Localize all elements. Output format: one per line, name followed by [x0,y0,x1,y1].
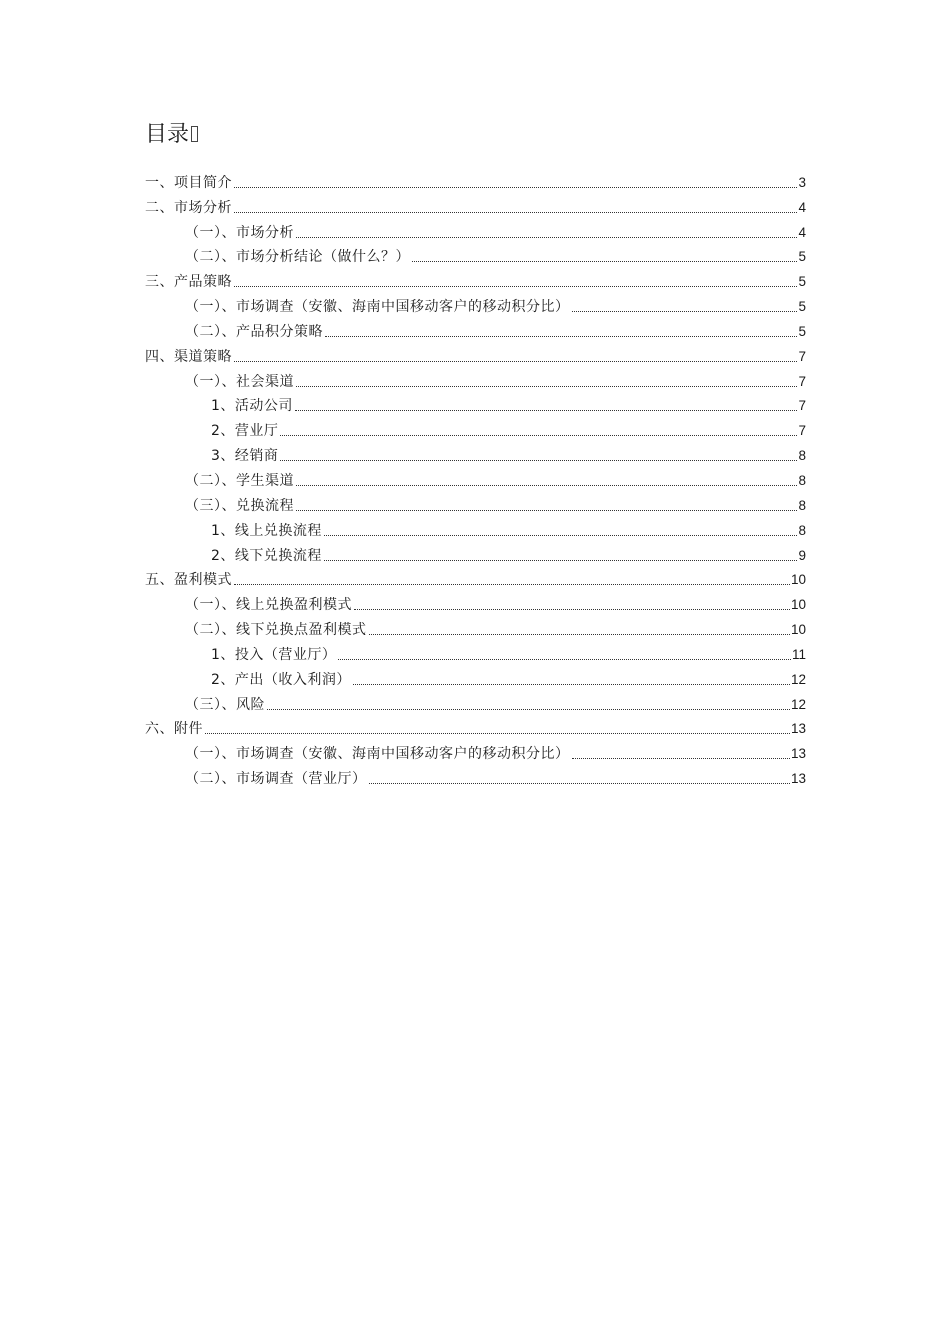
toc-entry-page-number: 7 [798,423,806,439]
toc-entry-label: （三）、兑换流程 [185,497,294,514]
toc-dot-leader [234,360,797,362]
toc-entry-page-number: 10 [790,622,806,638]
toc-dot-leader [234,583,790,585]
toc-dot-leader [369,633,790,635]
toc-title-text: 目录 [145,122,190,147]
toc-entry-label: 3、经销商 [211,448,279,465]
toc-entry[interactable] [145,639,806,664]
toc-dot-leader [234,285,797,287]
toc-entry-page-number: 5 [798,274,806,290]
toc-entry-label: （一）、线上兑换盈利模式 [185,597,352,614]
toc-entry-label: （一）、社会渠道 [185,373,294,390]
toc-entry-label: 三、产品策略 [145,274,232,291]
toc-entry-label: （二）、产品积分策略 [185,323,323,340]
toc-entry-page-number: 13 [790,771,806,787]
toc-dot-leader [296,484,797,486]
toc-entry-page-number: 3 [798,174,806,190]
toc-entry[interactable] [145,465,806,490]
toc-entry-page-number: 5 [798,299,806,315]
toc-dot-leader [324,559,798,561]
toc-dot-leader [572,757,790,759]
toc-entry[interactable] [145,391,806,416]
toc-entry-page-number: 4 [798,224,806,240]
toc-entry-page-number: 13 [790,721,806,737]
toc-entry-label: （一）、市场调查（安徽、海南中国移动客户的移动积分比） [185,746,570,763]
toc-dot-leader [324,534,798,536]
toc-entry[interactable] [145,316,806,341]
toc-entry-page-number: 7 [798,398,806,414]
toc-entry[interactable] [145,440,806,465]
toc-entry[interactable] [145,565,806,590]
toc-entry[interactable] [145,664,806,689]
toc-dot-leader [234,211,797,213]
toc-entry-page-number: 4 [798,199,806,215]
toc-dot-leader [412,260,797,262]
toc-entry-label: （三）、风险 [185,696,265,713]
toc-entry[interactable] [145,217,806,242]
toc-entry-label: （二）、市场分析结论（做什么？） [185,249,410,266]
table-of-contents [145,167,806,788]
toc-entry-page-number: 7 [798,373,806,389]
toc-entry[interactable] [145,341,806,366]
toc-entry-label: （二）、市场调查（营业厅） [185,771,367,788]
toc-dot-leader [280,459,797,461]
toc-title [145,120,198,150]
toc-entry-label: （一）、市场分析 [185,224,294,241]
toc-entry-page-number: 9 [798,547,806,563]
toc-dot-leader [338,658,791,660]
toc-entry[interactable] [145,738,806,763]
placeholder-glyph-icon [191,126,198,142]
toc-entry[interactable] [145,589,806,614]
toc-entry[interactable] [145,614,806,639]
toc-entry-page-number: 5 [798,249,806,265]
toc-dot-leader [296,236,797,238]
toc-entry-page-number: 7 [798,348,806,364]
toc-entry[interactable] [145,763,806,788]
toc-entry-label: 2、线下兑换流程 [211,547,322,564]
toc-entry[interactable] [145,415,806,440]
toc-entry-label: 六、附件 [145,721,203,738]
toc-entry[interactable] [145,714,806,739]
toc-dot-leader [234,186,797,188]
toc-dot-leader [205,732,790,734]
toc-entry-page-number: 8 [798,448,806,464]
toc-entry-label: （二）、学生渠道 [185,472,294,489]
toc-entry-page-number: 8 [798,497,806,513]
toc-entry-page-number: 12 [790,696,806,712]
toc-dot-leader [369,782,790,784]
toc-entry[interactable] [145,366,806,391]
toc-entry-label: 二、市场分析 [145,199,232,216]
toc-entry[interactable] [145,490,806,515]
toc-entry[interactable] [145,242,806,267]
toc-dot-leader [296,385,797,387]
toc-entry-page-number: 10 [790,597,806,613]
toc-entry-label: 1、投入（营业厅） [211,646,337,663]
toc-entry[interactable] [145,192,806,217]
toc-entry-label: 一、项目简介 [145,174,232,191]
toc-dot-leader [353,683,790,685]
toc-entry-label: 1、活动公司 [211,398,293,415]
toc-entry-label: 五、盈利模式 [145,572,232,589]
toc-entry-page-number: 5 [798,323,806,339]
toc-entry[interactable] [145,167,806,192]
toc-entry-label: 1、线上兑换流程 [211,522,322,539]
toc-entry[interactable] [145,266,806,291]
toc-dot-leader [295,409,798,411]
toc-entry[interactable] [145,291,806,316]
toc-dot-leader [267,708,790,710]
toc-entry-page-number: 12 [790,671,806,687]
toc-entry-label: 2、营业厅 [211,423,279,440]
toc-entry-label: 四、渠道策略 [145,348,232,365]
toc-entry[interactable] [145,689,806,714]
toc-entry-page-number: 11 [791,646,806,662]
toc-entry-page-number: 8 [798,522,806,538]
toc-dot-leader [325,335,797,337]
toc-entry[interactable] [145,515,806,540]
toc-entry-page-number: 10 [790,572,806,588]
toc-dot-leader [296,509,797,511]
toc-dot-leader [354,608,790,610]
toc-entry-label: （一）、市场调查（安徽、海南中国移动客户的移动积分比） [185,299,570,316]
toc-dot-leader [572,310,798,312]
toc-entry-page-number: 13 [790,746,806,762]
toc-entry-label: （二）、线下兑换点盈利模式 [185,622,367,639]
toc-entry-page-number: 8 [798,472,806,488]
toc-dot-leader [280,434,797,436]
toc-entry[interactable] [145,540,806,565]
toc-entry-label: 2、产出（收入利润） [211,671,351,688]
